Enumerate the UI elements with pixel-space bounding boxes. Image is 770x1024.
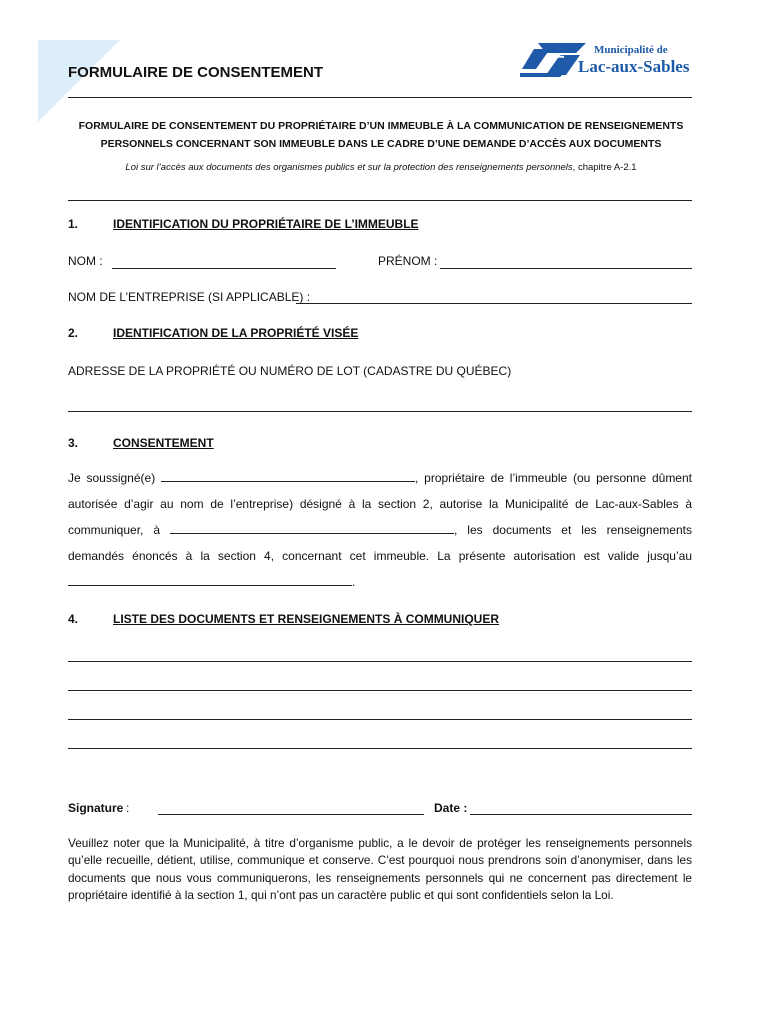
nom-field[interactable] bbox=[112, 257, 336, 269]
consent-valid-until-field[interactable] bbox=[68, 574, 352, 586]
documents-line-3[interactable] bbox=[68, 719, 692, 720]
section4-number: 4. bbox=[68, 612, 79, 626]
logo-line2: Lac-aux-Sables bbox=[578, 57, 690, 76]
header-divider bbox=[68, 200, 692, 201]
page-title: FORMULAIRE DE CONSENTEMENT bbox=[68, 64, 323, 81]
prenom-field[interactable] bbox=[440, 257, 692, 269]
section1-title: IDENTIFICATION DU PROPRIÉTAIRE DE L’IMMEUBLE bbox=[113, 217, 419, 231]
nom-label: NOM : bbox=[68, 254, 103, 268]
entreprise-label: NOM DE L’ENTREPRISE (SI APPLICABLE) : bbox=[68, 290, 311, 304]
section2-number: 2. bbox=[68, 326, 79, 340]
corner-decoration bbox=[38, 40, 120, 122]
documents-line-2[interactable] bbox=[68, 690, 692, 691]
subtitle-line2: PERSONNELS CONCERNANT SON IMMEUBLE DANS LE CADRE D’UNE DEMANDE D’ACCÈS AUX DOCUMENTS bbox=[100, 138, 662, 150]
consent-name-field[interactable] bbox=[161, 470, 415, 482]
law-chapter: , chapitre A-2.1 bbox=[572, 162, 637, 173]
documents-line-1[interactable] bbox=[68, 661, 692, 662]
date-label: Date : bbox=[434, 801, 468, 815]
section3-number: 3. bbox=[68, 436, 79, 450]
section1-number: 1. bbox=[68, 217, 79, 231]
logo-line1: Municipalité de bbox=[594, 44, 668, 56]
section4-title: LISTE DES DOCUMENTS ET RENSEIGNEMENTS À COMMUNIQUER bbox=[113, 612, 500, 626]
title-divider bbox=[68, 97, 692, 98]
law-reference bbox=[70, 162, 692, 173]
form-subtitle bbox=[70, 117, 692, 153]
signature-field[interactable] bbox=[158, 803, 424, 815]
municipality-logo bbox=[520, 40, 692, 80]
signature-colon: : bbox=[126, 801, 130, 815]
entreprise-field[interactable] bbox=[296, 292, 692, 304]
address-label: ADRESSE DE LA PROPRIÉTÉ OU NUMÉRO DE LOT (CADASTRE DU QUÉBEC) bbox=[68, 364, 512, 378]
section3-title: CONSENTEMENT bbox=[113, 436, 214, 450]
consent-text-b: , propriétaire de l’immeuble (ou personne dûment autorisée d’agir au nom de l’entreprise) désigné à la section 2, autorise la Municipalité de Lac-aux-Sables à communiquer, à bbox=[68, 471, 692, 537]
subtitle-line1: FORMULAIRE DE CONSENTEMENT DU PROPRIÉTAIRE D’UN IMMEUBLE À LA COMMUNICATION DE RENSEIGNEMENTS bbox=[78, 120, 684, 132]
section2-title: IDENTIFICATION DE LA PROPRIÉTÉ VISÉE bbox=[113, 326, 359, 340]
documents-line-4[interactable] bbox=[68, 748, 692, 749]
consent-recipient-field[interactable] bbox=[170, 522, 454, 534]
prenom-label: PRÉNOM : bbox=[378, 254, 438, 268]
privacy-note: Veuillez noter que la Municipalité, à titre d’organisme public, a le devoir de protéger les renseignements personnels qu’elle recueille, détient, utilise, communique et conserve. C’est pourquoi nous prendrons soin d’anonymiser, dans les documents que nous vous communiquerons, les renseignements personnels qui ne concernent pas directement le propriétaire identifié à la section 1, qui n’ont pas un caractère public et qui sont confidentiels selon la Loi. bbox=[68, 836, 692, 903]
signature-label: Signature bbox=[68, 801, 124, 815]
address-field[interactable] bbox=[68, 411, 692, 412]
law-title: Loi sur l’accès aux documents des organismes publics et sur la protection des renseignements personnels bbox=[125, 162, 573, 173]
date-field[interactable] bbox=[470, 803, 692, 815]
logo-emblem-icon bbox=[520, 43, 586, 77]
consent-text-a: Je soussigné(e) bbox=[68, 471, 161, 485]
consent-paragraph bbox=[68, 465, 692, 595]
consent-text-d: . bbox=[352, 575, 356, 589]
consent-text-c: , les documents et les renseignements demandés énoncés à la section 4, concernant cet immeuble. La présente autorisation est valide jusqu’au bbox=[68, 523, 692, 563]
